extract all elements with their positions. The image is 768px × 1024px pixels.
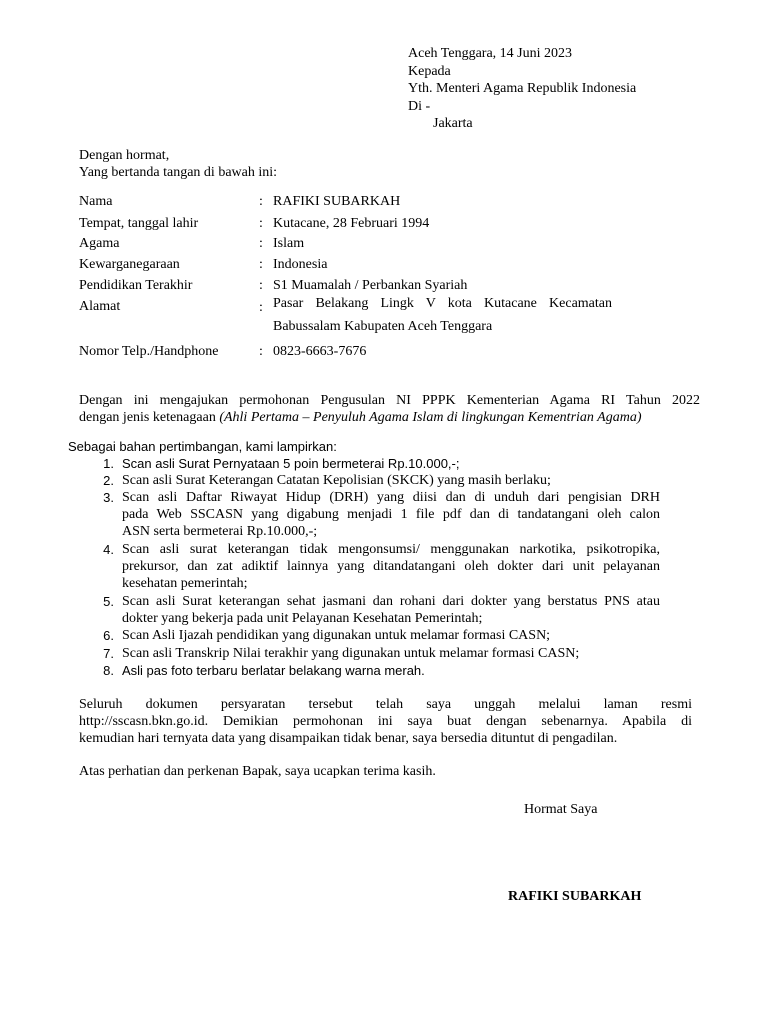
list-number: 2. bbox=[103, 473, 114, 488]
thanks-text: Atas perhatian dan perkenan Bapak, saya ucapkan terima kasih. bbox=[79, 764, 436, 779]
colon: : bbox=[259, 216, 263, 231]
request-line-1: Dengan ini mengajukan permohonan Pengusulan NI PPPK Kementerian Agama RI Tahun 2022 bbox=[79, 393, 700, 408]
list-item: Asli pas foto terbaru berlatar belakang warna merah. bbox=[122, 663, 425, 678]
list-item-continuation: prekursor, dan zat adiktif lainnya yang ditandatangani oleh dokter dari unit pelayanan bbox=[122, 559, 660, 574]
telp-label: Nomor Telp./Handphone bbox=[79, 344, 219, 359]
list-item: Scan asli Surat keterangan sehat jasmani dan rohani dari dokter yang berstatus PNS atau bbox=[122, 594, 660, 609]
recipient-city: Jakarta bbox=[433, 116, 473, 131]
alamat-line-1: Pasar Belakang Lingk V kota Kutacane Kecamatan bbox=[273, 296, 612, 311]
list-item-continuation: pada Web SSCASN yang digabung menjadi 1 file pdf dan di tandatangani oleh calon bbox=[122, 507, 660, 522]
agama-label: Agama bbox=[79, 236, 120, 251]
list-number: 4. bbox=[103, 542, 114, 557]
list-item: Scan asli Surat Keterangan Catatan Kepolisian (SKCK) yang masih berlaku; bbox=[122, 473, 551, 488]
list-number: 8. bbox=[103, 663, 114, 678]
warga-label: Kewarganegaraan bbox=[79, 257, 180, 272]
request-position: (Ahli Pertama – Penyuluh Agama Islam di lingkungan Kementrian Agama) bbox=[219, 410, 642, 425]
list-number: 1. bbox=[103, 456, 114, 471]
di-label: Di - bbox=[408, 98, 431, 114]
list-item-continuation: kesehatan pemerintah; bbox=[122, 576, 248, 591]
place-date: Aceh Tenggara, 14 Juni 2023 bbox=[408, 46, 573, 61]
nama-label: Nama bbox=[79, 194, 113, 209]
ttl-value: Kutacane, 28 Februari 1994 bbox=[273, 216, 430, 231]
colon: : bbox=[259, 194, 263, 209]
nama-value: RAFIKI SUBARKAH bbox=[273, 194, 401, 209]
request-line-2 bbox=[79, 410, 641, 426]
alamat-line-2: Babussalam Kabupaten Aceh Tenggara bbox=[273, 319, 493, 334]
ttl-label: Tempat, tanggal lahir bbox=[79, 216, 199, 231]
pendidikan-label: Pendidikan Terakhir bbox=[79, 278, 193, 293]
list-item: Scan Asli Ijazah pendidikan yang digunakan untuk melamar formasi CASN; bbox=[122, 628, 551, 643]
closing-line-2: http://sscasn.bkn.go.id. Demikian permohonan ini saya buat dengan sebenarnya. Apabila di bbox=[79, 714, 692, 729]
pendidikan-value: S1 Muamalah / Perbankan Syariah bbox=[273, 278, 468, 293]
telp-value: 0823-6663-7676 bbox=[273, 344, 367, 359]
alamat-label: Alamat bbox=[79, 299, 121, 314]
agama-value: Islam bbox=[273, 236, 305, 251]
list-number: 6. bbox=[103, 628, 114, 643]
intro-text: Yang bertanda tangan di bawah ini: bbox=[79, 165, 278, 180]
colon: : bbox=[259, 300, 263, 315]
colon: : bbox=[259, 257, 263, 272]
list-item: Scan asli Daftar Riwayat Hidup (DRH) yang diisi dan di unduh dari pengisian DRH bbox=[122, 490, 660, 505]
list-number: 3. bbox=[103, 490, 114, 505]
attachments-heading: Sebagai bahan pertimbangan, kami lampirkan: bbox=[68, 439, 337, 454]
list-item-continuation: dokter yang bekerja pada unit Pelayanan Kesehatan Pemerintah; bbox=[122, 611, 483, 626]
list-item: Scan asli Surat Pernyataan 5 poin bermeterai Rp.10.000,-; bbox=[122, 456, 460, 471]
recipient-block bbox=[408, 45, 636, 133]
recipient-name: Yth. Menteri Agama Republik Indonesia bbox=[408, 81, 637, 96]
warga-value: Indonesia bbox=[273, 257, 328, 272]
request-line-2-prefix: dengan jenis ketenagaan bbox=[79, 410, 216, 425]
closing-line-1: Seluruh dokumen persyaratan tersebut telah saya unggah melalui laman resmi bbox=[79, 697, 692, 712]
list-number: 5. bbox=[103, 594, 114, 609]
signatory-name: RAFIKI SUBARKAH bbox=[508, 889, 642, 904]
list-number: 7. bbox=[103, 646, 114, 661]
list-item: Scan asli Transkrip Nilai terakhir yang digunakan untuk melamar formasi CASN; bbox=[122, 646, 580, 661]
colon: : bbox=[259, 236, 263, 251]
closing-line-3: kemudian hari ternyata data yang disampaikan tidak benar, saya bersedia dituntut di pengadilan. bbox=[79, 731, 618, 746]
list-item-continuation: ASN serta bermeterai Rp.10.000,-; bbox=[122, 524, 318, 539]
to-label: Kepada bbox=[408, 63, 451, 79]
colon: : bbox=[259, 278, 263, 293]
colon: : bbox=[259, 344, 263, 359]
greeting: Dengan hormat, bbox=[79, 148, 170, 163]
list-item: Scan asli surat keterangan tidak mengonsumsi/ menggunakan narkotika, psikotropika, bbox=[122, 542, 660, 557]
regards-text: Hormat Saya bbox=[524, 802, 598, 817]
